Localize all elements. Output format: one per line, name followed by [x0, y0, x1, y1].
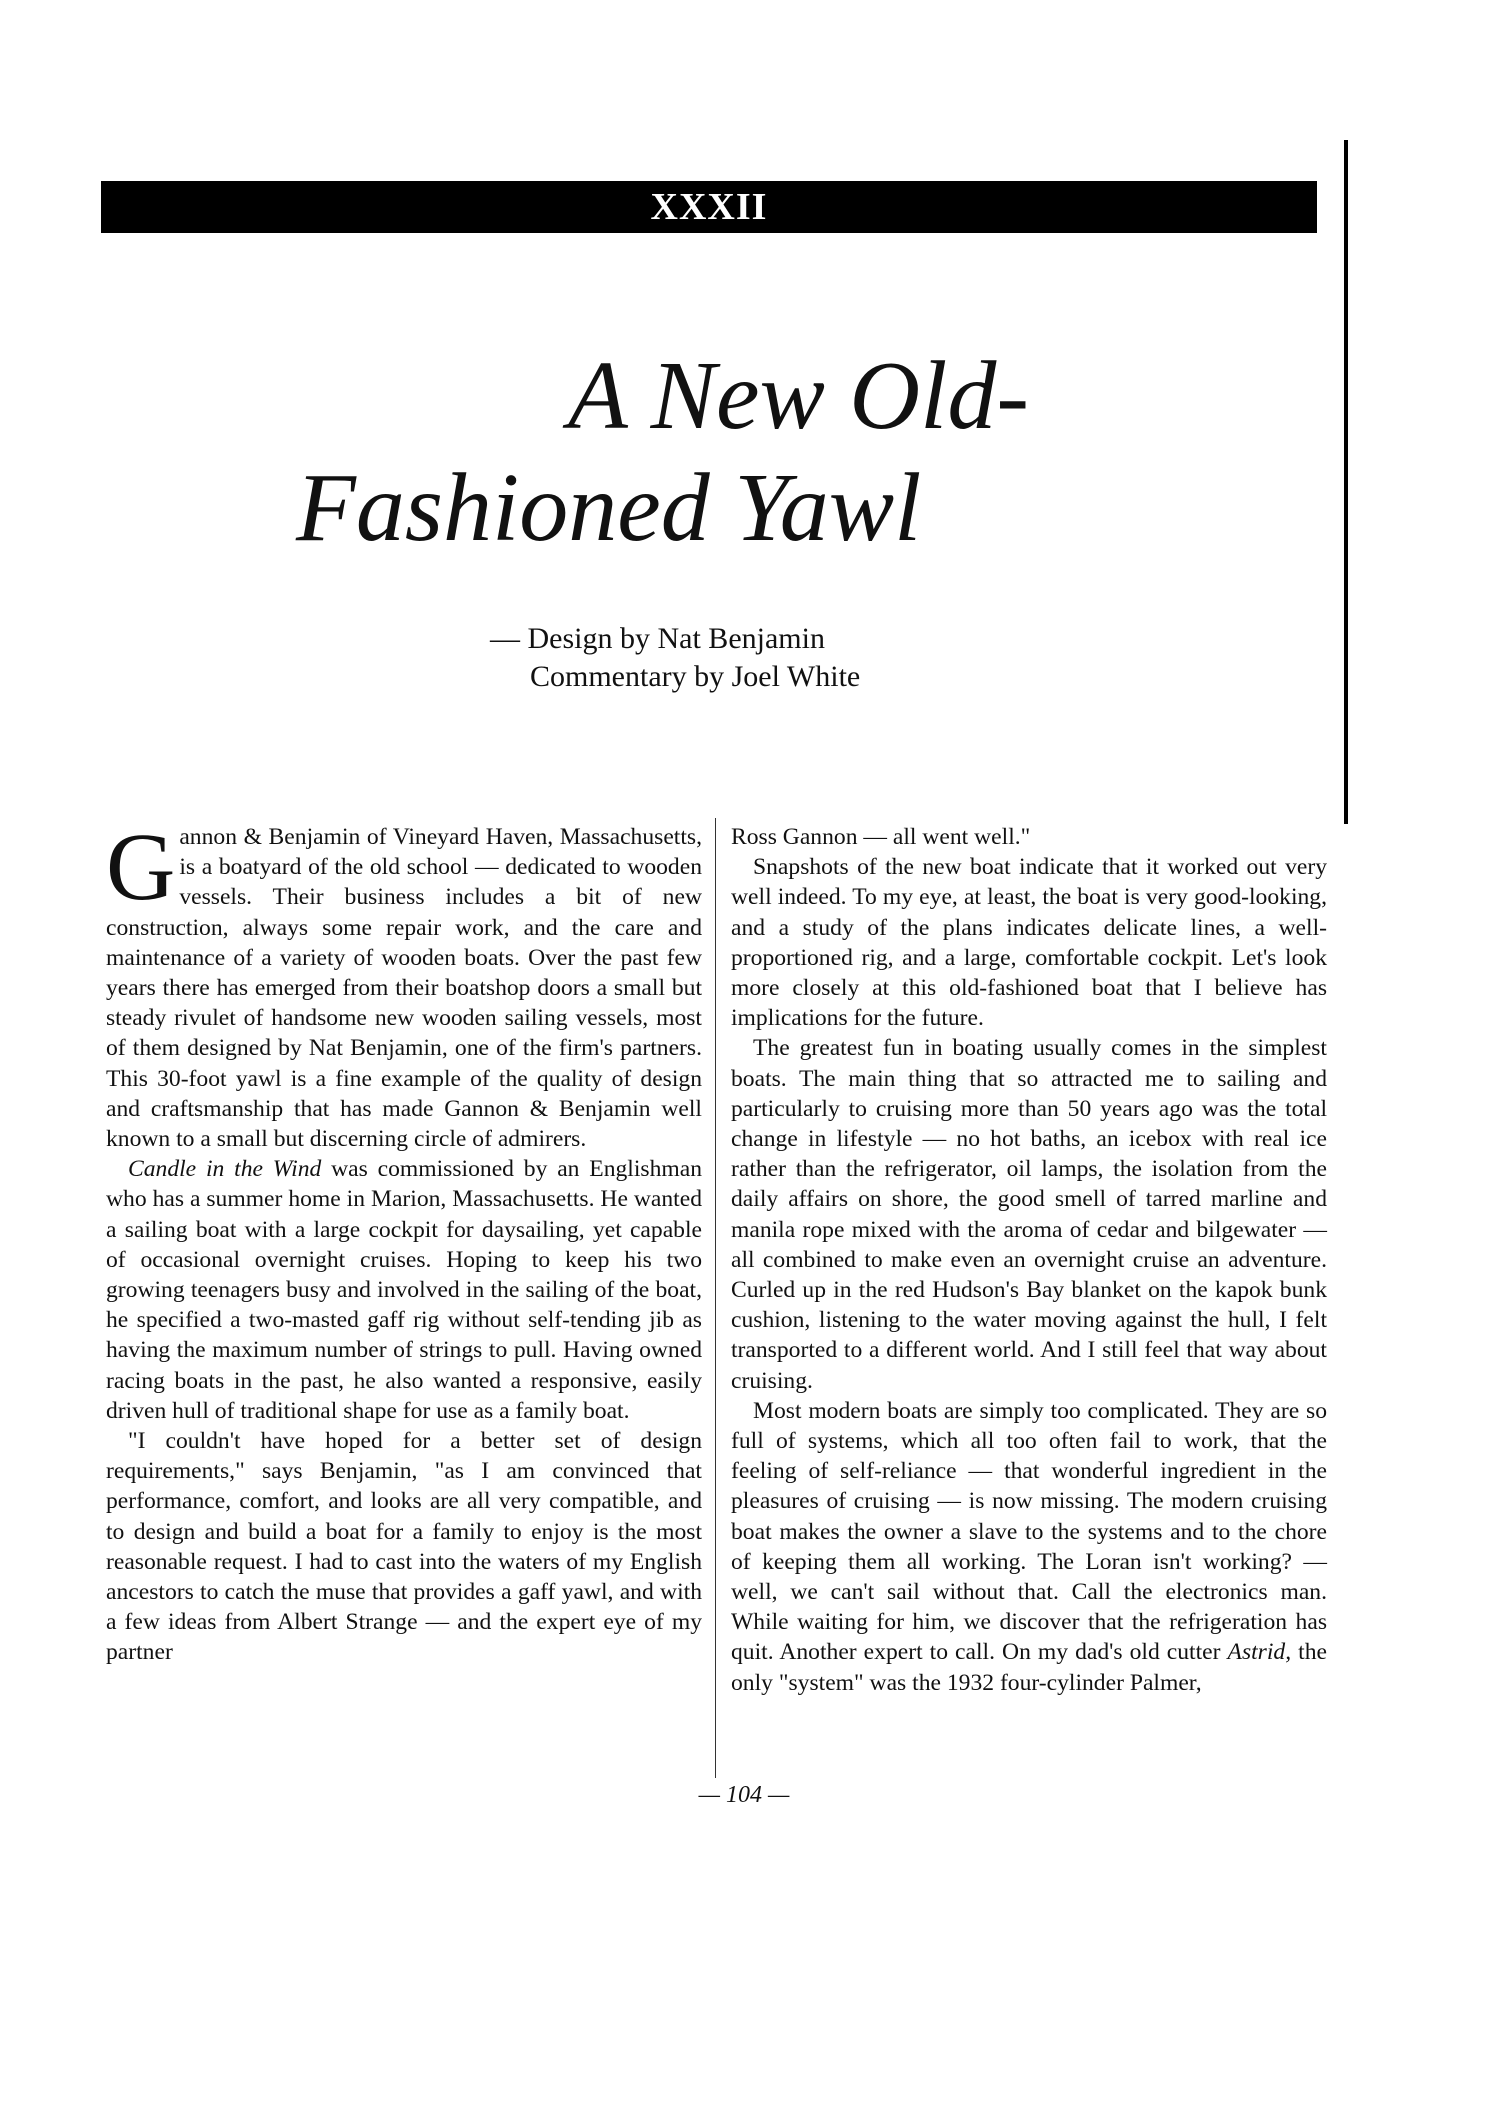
- article-title: [100, 340, 1280, 564]
- paragraph: Snapshots of the new boat indicate that it worked out very well indeed. To my eye, at least, the boat is very good-looking, and a study of the plans indicates delicate lines, a well-proportioned rig, and a large, comfortable cockpit. Let's look more closely at this old-fashioned boat that I believe has implications for the future.: [731, 854, 1327, 1032]
- paragraph: The greatest fun in boating usually comes in the simplest boats. The main thing that so attracted me to sailing and particularly to cruising more than 50 years ago was the total change in lifestyle — no hot baths, an icebox with real ice rather than the refrigerator, oil lamps, the isolation from the daily affairs on shore, the good smell of tarred marline and manila rope mixed with the aroma of cedar and bilgewater — all combined to make even an overnight cruise an adventure. Curled up in the red Hudson's Bay blanket on the kapok bunk cushion, listening to the water moving against the hull, I felt transported to a different world. And I still feel that way about cruising.: [731, 1035, 1327, 1394]
- body-column-left: [106, 813, 703, 1668]
- paragraph: [731, 1396, 1327, 1698]
- title-line-1: A New Old-: [568, 342, 1029, 450]
- paragraph-text: the only "system" was the 1932 four-cylinder Palmer,: [731, 1639, 1327, 1696]
- drop-cap: G: [106, 813, 176, 920]
- commentary-credit: Commentary by Joel White: [530, 660, 861, 693]
- paragraph-text: was commissioned by an Englishman who has a summer home in Marion, Massachusetts. He wanted a sailing boat with a large cockpit for daysailing, yet capable of occasional overnight cruises. Hoping to keep his two growing teenagers busy and involved in the sailing of the boat, he specified a two-masted gaff rig without self-tending jib as having the maximum number of strings to pull. Having owned racing boats in the past, he also wanted a responsive, easily driven hull of traditional shape for use as a family boat.: [106, 1156, 703, 1424]
- paragraph: "I couldn't have hoped for a better set of design requirements," says Benjamin, "as I am convinced that performance, comfort, and looks are all very compatible, and to design and build a boat for a family to enjoy is the most reasonable request. I had to cast into the waters of my English ancestors to catch the muse that provides a gaff yawl, and with a few ideas from Albert Strange — and the expert eye of my partner: [106, 1428, 702, 1666]
- chapter-number: XXXII: [650, 186, 768, 228]
- page-edge-rule: [1344, 140, 1348, 824]
- chapter-header-bar: [101, 181, 1317, 233]
- paragraph: Ross Gannon — all went well.": [731, 824, 1031, 850]
- page-number: — 104 —: [698, 1782, 790, 1808]
- column-divider: [715, 818, 716, 1778]
- article-credits: [490, 620, 950, 696]
- boat-name: Astrid,: [1227, 1639, 1292, 1666]
- paragraph-text: Most modern boats are simply too complicated. They are so full of systems, which all too often fail to work, that the feeling of self-reliance — that wonderful ingredient in the pleasures of cruising — is now missing. The modern cruising boat makes the owner a slave to the systems and to the chore of keeping them all working. The Loran isn't working? — well, we can't sail without that. Call the electronics man. While waiting for him, we discover that the refrigeration has quit. Another expert to call. On my dad's old cutter: [731, 1397, 1327, 1666]
- design-credit: — Design by Nat Benjamin: [490, 622, 825, 655]
- boat-name: Candle in the Wind: [128, 1156, 322, 1183]
- body-column-right: [731, 822, 1327, 1698]
- paragraph: [106, 1154, 702, 1426]
- paragraph: [106, 813, 702, 1154]
- title-line-2: Fashioned Yawl: [296, 454, 922, 562]
- paragraph-text: annon & Benjamin of Vineyard Haven, Massachusetts, is a boatyard of the old school — dedicated to wooden vessels. Their business includes a bit of new construction, always some repair work, and the care and maintenance of a variety of wooden boats. Over the past few years there has emerged from their boatshop doors a small but steady rivulet of handsome new wooden sailing vessels, most of them designed by Nat Benjamin, one of the firm's partners. This 30-foot yawl is a fine example of the quality of design and craftsmanship that has made Gannon & Benjamin well known to a small but discerning circle of admirers.: [106, 824, 702, 1153]
